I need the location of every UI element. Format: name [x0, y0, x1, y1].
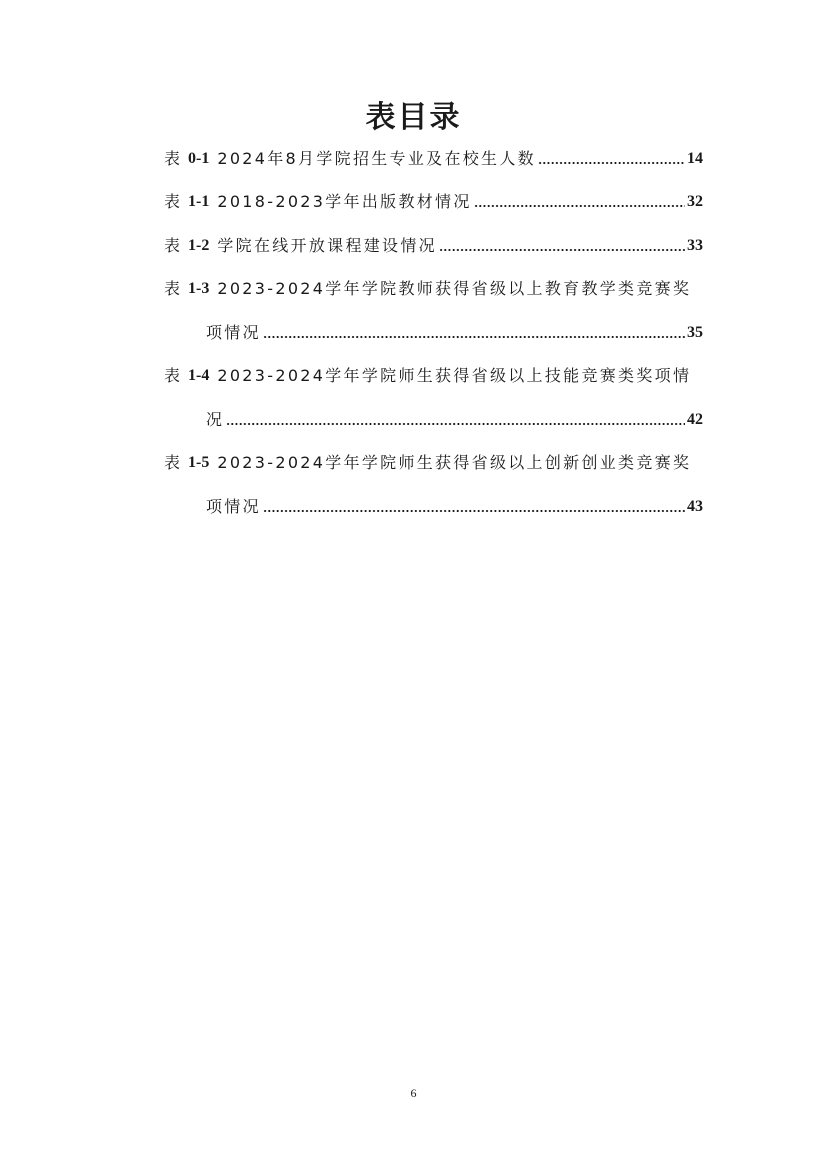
entry-page-number: 43 — [687, 497, 703, 515]
entry-number: 1-1 — [188, 193, 210, 211]
entry-number: 1-3 — [188, 280, 210, 298]
dot-leader — [263, 334, 685, 340]
entry-prefix: 表 — [164, 279, 181, 299]
entry-title-continued: 项情况 — [206, 322, 261, 342]
entry-title: 学院在线开放课程建设情况 — [217, 235, 437, 255]
entry-number: 1-5 — [188, 454, 210, 472]
toc-entry-1-2[interactable] — [164, 224, 703, 268]
dot-leader — [263, 508, 685, 514]
toc-entry-1-1[interactable] — [164, 181, 703, 225]
entry-page-number: 32 — [687, 193, 703, 211]
toc-entry-0-1[interactable] — [164, 137, 703, 181]
toc-entry-1-4[interactable] — [164, 355, 703, 399]
dot-leader — [226, 421, 685, 427]
entry-page-number: 33 — [687, 236, 703, 254]
toc-entry-1-5-continued[interactable] — [164, 485, 703, 529]
entry-title: 2018-2023学年出版教材情况 — [217, 192, 472, 212]
page-title: 表目录 — [365, 100, 462, 135]
entry-page-number: 35 — [687, 323, 703, 341]
entry-page-number: 42 — [687, 410, 703, 428]
page-number-footer: 6 — [410, 1086, 417, 1100]
entry-number: 1-4 — [188, 367, 210, 385]
dot-leader — [538, 160, 685, 166]
dot-leader — [474, 203, 685, 209]
entry-title: 2023-2024学年学院师生获得省级以上技能竞赛类奖项情 — [217, 366, 692, 386]
toc-entry-1-5[interactable] — [164, 442, 703, 486]
dot-leader — [439, 247, 685, 253]
entry-title-continued: 项情况 — [206, 496, 261, 516]
toc-entry-1-3-continued[interactable] — [164, 311, 703, 355]
entry-title: 2023-2024学年学院师生获得省级以上创新创业类竞赛奖 — [217, 453, 692, 473]
toc-entry-1-4-continued[interactable] — [164, 398, 703, 442]
entry-prefix: 表 — [164, 148, 181, 168]
entry-page-number: 14 — [687, 149, 703, 167]
toc-entry-1-3[interactable] — [164, 268, 703, 312]
entry-title-continued: 况 — [206, 409, 225, 429]
entry-prefix: 表 — [164, 366, 181, 386]
entry-number: 0-1 — [188, 149, 210, 167]
table-of-tables — [164, 137, 703, 529]
entry-prefix: 表 — [164, 235, 181, 255]
entry-title: 2023-2024学年学院教师获得省级以上教育教学类竞赛奖 — [217, 279, 692, 299]
entry-prefix: 表 — [164, 453, 181, 473]
entry-title: 2024年8月学院招生专业及在校生人数 — [217, 148, 536, 168]
entry-number: 1-2 — [188, 236, 210, 254]
entry-prefix: 表 — [164, 192, 181, 212]
